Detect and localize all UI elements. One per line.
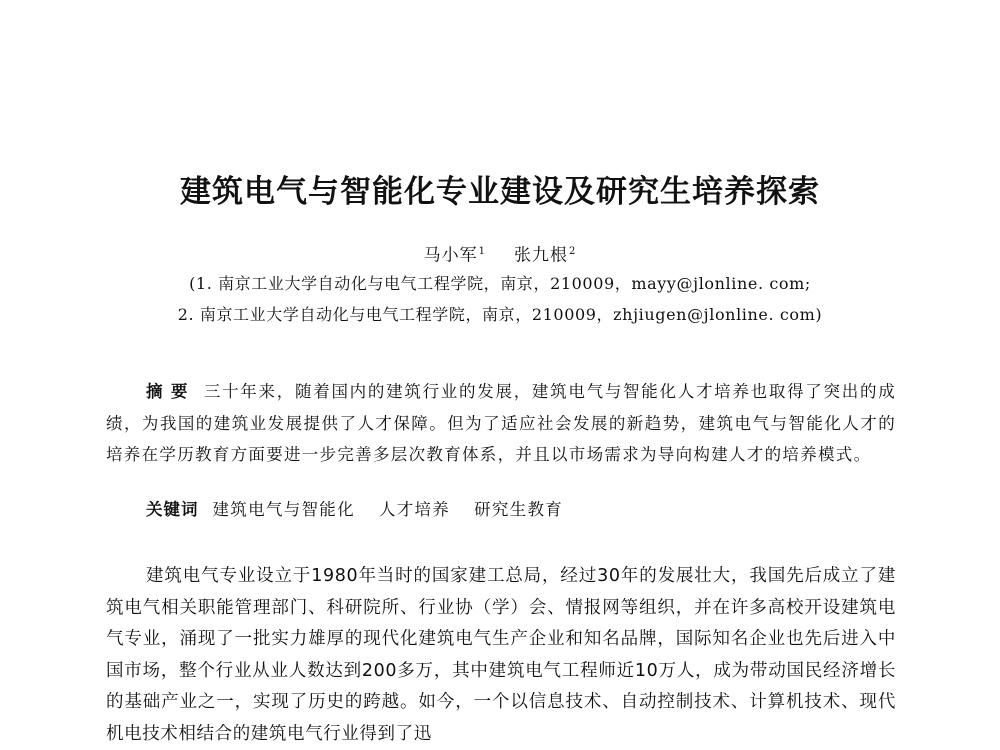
- affiliation-mark: 1: [478, 246, 486, 257]
- paper-title: 建筑电气与智能化专业建设及研究生培养探索: [180, 174, 820, 210]
- affiliation-line: (1. 南京工业大学自动化与电气工程学院，南京，210009，mayy@jlonline. com;: [189, 274, 811, 293]
- affiliation-line: 2. 南京工业大学自动化与电气工程学院，南京，210009，zhjiugen@jlonline. com): [177, 305, 823, 324]
- keyword: 建筑电气与智能化: [212, 500, 355, 519]
- author-name: 张九根: [514, 245, 568, 266]
- author-line: [0, 240, 1000, 268]
- keywords: [146, 497, 587, 523]
- keywords-label: 关键词: [146, 500, 199, 519]
- author-name: 马小军: [423, 245, 478, 266]
- keyword: 研究生教育: [474, 500, 564, 519]
- abstract: [106, 376, 896, 471]
- affiliation-mark: 2: [569, 246, 577, 257]
- keyword: 人才培养: [378, 500, 451, 519]
- abstract-label: 摘要: [146, 382, 196, 401]
- body-paragraph: 建筑电气专业设立于1980年当时的国家建工总局，经过30年的发展壮大，我国先后成立了建筑电气相关职能管理部门、科研院所、行业协（学）会、情报网等组织，并在许多高校开设建筑电气专业，涌现了一批实力雄厚的现代化建筑电气生产企业和知名品牌，国际知名企业也先后进入中国市场，整个行业从业人数达到200多万，其中建筑电气工程师近10万人，成为带动国民经济增长的基础产业之一，实现了历史的跨越。如今，一个以信息技术、自动控制技术、计算机技术、现代机电技术相结合的建筑电气行业得到了迅: [106, 566, 896, 744]
- abstract-text: 三十年来，随着国内的建筑行业的发展，建筑电气与智能化人才培养也取得了突出的成绩，为我国的建筑业发展提供了人才保障。但为了适应社会发展的新趋势，建筑电气与智能化人才的培养在学历教育方面要进一步完善多层次教育体系，并且以市场需求为导向构建人才的培养模式。: [106, 382, 897, 464]
